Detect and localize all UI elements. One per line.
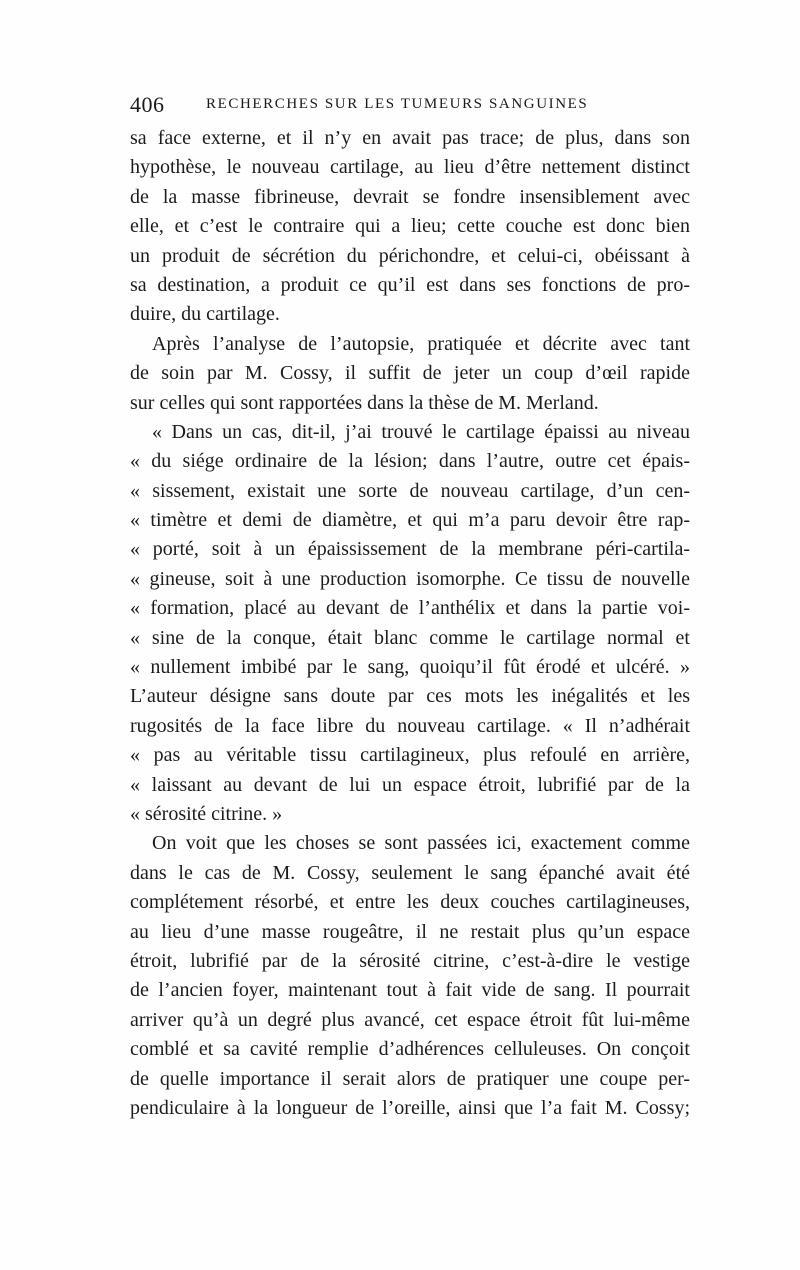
text-line: complétement résorbé, et entre les deux couches cartilagineuses, [130, 891, 690, 914]
running-title: RECHERCHES SUR LES TUMEURS SANGUINES [206, 96, 589, 112]
text-line: arriver qu’à un degré plus avancé, cet espace étroit fût lui-même [130, 1008, 690, 1031]
text-line: « gineuse, soit à une production isomorphe. Ce tissu de nouvelle [130, 567, 690, 590]
text-line: « nullement imbibé par le sang, quoiqu’il fût érodé et ulcéré. » [130, 656, 690, 679]
text-line: Après l’analyse de l’autopsie, pratiquée et décrite avec tant [152, 332, 690, 355]
text-line: de l’ancien foyer, maintenant tout à fait vide de sang. Il pourrait [130, 979, 690, 1002]
text-line: sa face externe, et il n’y en avait pas trace; de plus, dans son [130, 127, 690, 149]
text-line: « laissant au devant de lui un espace étroit, lubrifié par de la [130, 773, 690, 796]
page-number: 406 [130, 92, 165, 117]
text-line: « sissement, existait une sorte de nouveau cartilage, d’un cen- [130, 479, 690, 502]
text-line: hypothèse, le nouveau cartilage, au lieu d’être nettement distinct [130, 156, 690, 179]
text-line: de quelle importance il serait alors de pratiquer une coupe per- [130, 1067, 690, 1090]
page-header [130, 92, 685, 118]
text-line: rugosités de la face libre du nouveau cartilage. « Il n’adhérait [130, 714, 690, 737]
text-line: dans le cas de M. Cossy, seulement le sang épanché avait été [130, 861, 690, 884]
text-line: « pas au véritable tissu cartilagineux, plus refoulé en arrière, [130, 744, 690, 767]
text-line: « porté, soit à un épaississement de la membrane péri-cartila- [130, 538, 690, 561]
text-line: étroit, lubrifié par de la sérosité citrine, c’est-à-dire le vestige [130, 949, 690, 972]
text-line: de la masse fibrineuse, devrait se fondre insensiblement avec [130, 185, 690, 208]
text-line: « timètre et demi de diamètre, et qui m’a paru devoir être rap- [130, 509, 690, 532]
text-line: L’auteur désigne sans doute par ces mots les inégalités et les [130, 685, 690, 708]
text-line: « formation, placé au devant de l’anthélix et dans la partie voi- [130, 597, 690, 620]
text-line: un produit de sécrétion du périchondre, et celui-ci, obéissant à [130, 244, 690, 267]
text-line: elle, et c’est le contraire qui a lieu; cette couche est donc bien [130, 215, 690, 238]
text-line: « sine de la conque, était blanc comme le cartilage normal et [130, 626, 690, 649]
text-line: pendiculaire à la longueur de l’oreille, ainsi que l’a fait M. Cossy; [130, 1096, 690, 1119]
text-line: « du siége ordinaire de la lésion; dans l’autre, outre cet épais- [130, 450, 690, 473]
text-line: « Dans un cas, dit-il, j’ai trouvé le cartilage épaissi au niveau [152, 420, 690, 443]
text-line: comblé et sa cavité remplie d’adhérences celluleuses. On conçoit [130, 1038, 690, 1061]
text-line: au lieu d’une masse rougeâtre, il ne restait plus qu’un espace [130, 920, 690, 943]
text-line: sa destination, a produit ce qu’il est dans ses fonctions de pro- [130, 273, 690, 296]
body-text [130, 124, 690, 1123]
text-line: duire, du cartilage. [130, 303, 280, 326]
text-line: de soin par M. Cossy, il suffit de jeter un coup d’œil rapide [130, 362, 690, 385]
text-line: « sérosité citrine. » [130, 802, 283, 825]
text-line: On voit que les choses se sont passées ici, exactement comme [152, 832, 690, 855]
text-line: sur celles qui sont rapportées dans la thèse de M. Merland. [130, 391, 599, 414]
